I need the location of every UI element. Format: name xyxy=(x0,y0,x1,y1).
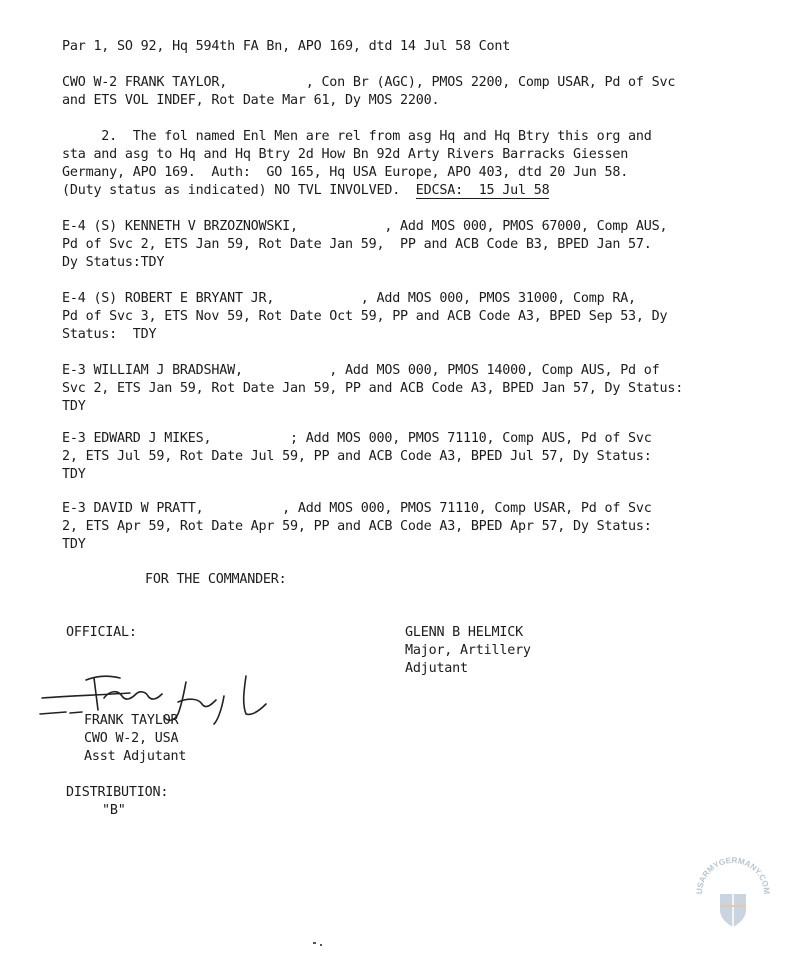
header-line: Par 1, SO 92, Hq 594th FA Bn, APO 169, dtd 14 Jul 58 Cont xyxy=(62,39,511,54)
distribution-value: "B" xyxy=(102,803,126,818)
edcsa-date: EDCSA: 15 Jul 58 xyxy=(415,183,550,198)
entry-5-line-1: E-3 DAVID W PRATT, , Add MOS 000, PMOS 71110, Comp USAR, Pd of Svc xyxy=(62,501,652,516)
sig-title: Asst Adjutant xyxy=(84,749,187,764)
watermark-text-outline xyxy=(695,856,771,895)
entry-4-line-2: 2, ETS Jul 59, Rot Date Jul 59, PP and ACB Code A3, BPED Jul 57, Dy Status: xyxy=(62,449,652,464)
entry-3-line-2: Svc 2, ETS Jan 59, Rot Date Jan 59, PP and ACB Code A3, BPED Jan 57, Dy Status: xyxy=(62,381,684,396)
para1-line-1: CWO W-2 FRANK TAYLOR, , Con Br (AGC), PMOS 2200, Comp USAR, Pd of Svc xyxy=(62,75,676,90)
para1-line-2: and ETS VOL INDEF, Rot Date Mar 61, Dy MOS 2200. xyxy=(62,93,440,108)
entry-1-line-3: Dy Status:TDY xyxy=(62,255,165,270)
entry-5-line-2: 2, ETS Apr 59, Rot Date Apr 59, PP and ACB Code A3, BPED Apr 57, Dy Status: xyxy=(62,519,652,534)
entry-4-line-3: TDY xyxy=(62,467,86,482)
entry-1-line-1: E-4 (S) KENNETH V BRZOZNOWSKI, , Add MOS 000, PMOS 67000, Comp AUS, xyxy=(62,219,668,234)
distribution-label: DISTRIBUTION: xyxy=(66,785,169,800)
scan-speck xyxy=(320,944,322,946)
entry-3-line-1: E-3 WILLIAM J BRADSHAW, , Add MOS 000, PMOS 14000, Comp AUS, Pd of xyxy=(62,363,660,378)
signer-name: GLENN B HELMICK xyxy=(405,625,523,640)
official-label: OFFICIAL: xyxy=(66,625,137,640)
signer-title: Adjutant xyxy=(405,661,468,676)
entry-4-line-1: E-3 EDWARD J MIKES, ; Add MOS 000, PMOS 71110, Comp AUS, Pd of Svc xyxy=(62,431,652,446)
sig-rank: CWO W-2, USA xyxy=(84,731,179,746)
watermark-text: USARMYGERMANY.COM xyxy=(694,855,772,895)
for-the-commander: FOR THE COMMANDER: xyxy=(145,572,287,587)
para2-line-1: 2. The fol named Enl Men are rel from asg Hq and Hq Btry this org and xyxy=(62,129,652,144)
para2-line-2: sta and asg to Hq and Hq Btry 2d How Bn 92d Arty Rivers Barracks Giessen xyxy=(62,147,629,162)
entry-2-line-3: Status: TDY xyxy=(62,327,157,342)
para2-line-4 xyxy=(62,182,549,200)
entry-2-line-1: E-4 (S) ROBERT E BRYANT JR, , Add MOS 000, PMOS 31000, Comp RA, xyxy=(62,291,636,306)
sig-name: FRANK TAYLOR xyxy=(84,713,179,728)
entry-2-line-2: Pd of Svc 3, ETS Nov 59, Rot Date Oct 59, PP and ACB Code A3, BPED Sep 53, Dy xyxy=(62,309,668,324)
para2-line-3: Germany, APO 169. Auth: GO 165, Hq USA Europe, APO 403, dtd 20 Jun 58. xyxy=(62,165,629,180)
entry-3-line-3: TDY xyxy=(62,399,86,414)
scan-speck xyxy=(313,942,316,944)
signer-rank: Major, Artillery xyxy=(405,643,531,658)
usarmygermany-watermark xyxy=(690,848,776,934)
entry-1-line-2: Pd of Svc 2, ETS Jan 59, Rot Date Jan 59, PP and ACB Code B3, BPED Jan 57. xyxy=(62,237,652,252)
para2-line-4-text: (Duty status as indicated) NO TVL INVOLVED. xyxy=(62,183,416,198)
entry-5-line-3: TDY xyxy=(62,537,86,552)
